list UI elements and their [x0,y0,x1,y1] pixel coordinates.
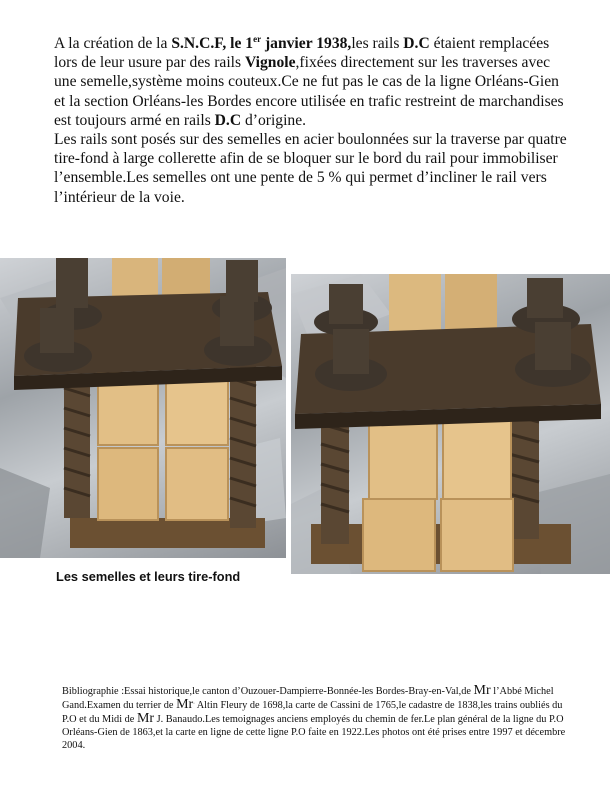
photo-caption: Les semelles et leurs tire-fond [56,569,241,584]
photo-tie-plate-right [291,274,610,574]
photo-tie-plate-left [0,258,286,558]
intro-paragraph-2: Les rails sont posés sur des semelles en acier boulonnées sur la traverse par quatre tire-fond à large collerette afin de se bloquer sur le bord du rail pour immobiliser l’ensemble.Les semelles ont une pente de 5 % qui permet d’incliner le rail vers l’intérieur de la voie. [54,131,567,206]
bibliography: Bibliographie :Essai historique,le canton d’Ouzouer-Dampierre-Bonnée-les Bordes-Bray-en-Val,de Mr l’Abbé Michel Gand.Examen du terrier de Mr. Altin Fleury de 1698,la carte de Cassini de 1765,le cadastre de 1838,les trains oubliés du P.O et du Midi de Mr J. Banaudo.Les temoignages anciens employés du chemin de fer.Le plan général de la ligne du P.O Orléans-Gien de 1863,et la carte en ligne de cette ligne P.O faite en 1922.Les photos ont été prises entre 1997 et décembre 2004. [62,683,566,751]
intro-paragraph-1: A la création de la S.N.C.F, le 1er janvier 1938,les rails D.C étaient remplacées lors de leur usure par des rails Vignole,fixées directement sur les traverses avec une semelle,système moins couteux.Ce ne fut pas le cas de la ligne Orléans-Gien et la section Orléans-les Bordes encore utilisée en trafic restreint de marchandises est toujours armé en rails D.C d’origine. [54,33,564,129]
intro-text [54,34,574,207]
